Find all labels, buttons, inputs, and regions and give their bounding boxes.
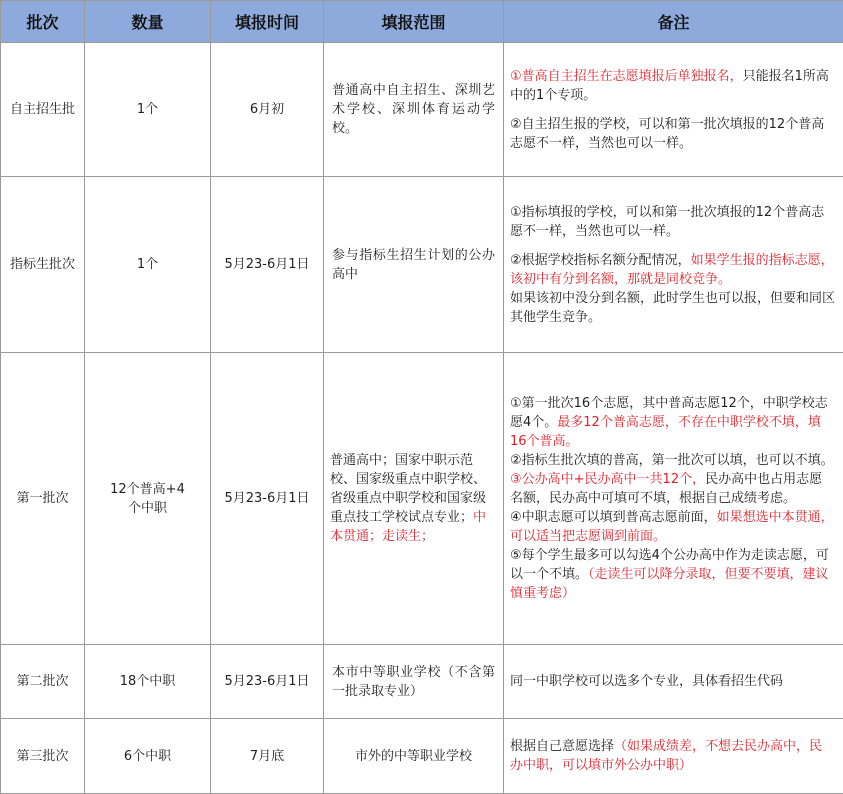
scope-cell — [324, 719, 504, 794]
batch-cell: 第三批次 — [1, 719, 85, 794]
batch-cell: 指标生批次 — [1, 177, 85, 353]
note-highlight: 如果学生报的指标志愿，该初中有分到名额，那就是同校竞争。 — [510, 253, 834, 287]
count-cell: 1个 — [85, 177, 211, 353]
note-line — [510, 672, 835, 691]
table-row — [1, 353, 843, 645]
time-cell: 5月23-6月1日 — [211, 645, 324, 719]
scope-text: 参与指标生招生计划的公办高中 — [332, 246, 495, 284]
note-line — [510, 394, 835, 451]
scope-cell — [324, 645, 504, 719]
note-line — [510, 203, 835, 241]
scope-text: 普通高中自主招生、深圳艺术学校、深圳体育运动学校。 — [332, 81, 495, 138]
note-line — [510, 451, 835, 470]
batch-cell: 自主招生批 — [1, 43, 85, 177]
note-line — [510, 737, 835, 775]
note-text: 只能报名1所高中的1个专项。 — [510, 69, 829, 103]
header-count: 数量 — [85, 1, 211, 43]
note-text: 如果该初中没分到名额，此时学生也可以报，但要和同区其他学生竞争。 — [510, 291, 835, 325]
header-notes: 备注 — [504, 1, 843, 43]
note-line — [510, 67, 835, 105]
table-row — [1, 43, 843, 177]
note-highlight: （如果成绩差，不想去民办高中，民办中职，可以填市外公办中职） — [510, 739, 822, 773]
scope-cell — [324, 177, 504, 353]
note-line — [510, 251, 835, 289]
note-text: ⑤每个学生最多可以勾选4个公办高中作为走读志愿，可以一个不填。 — [510, 548, 829, 582]
note-highlight: ③公办高中+民办高中一共12个， — [510, 472, 705, 487]
header-row — [1, 1, 843, 43]
scope-cell — [324, 353, 504, 645]
scope-cell — [324, 43, 504, 177]
note-text: 同一中职学校可以选多个专业，具体看招生代码 — [510, 674, 783, 689]
header-batch: 批次 — [1, 1, 85, 43]
count-cell: 6个中职 — [85, 719, 211, 794]
header-time: 填报时间 — [211, 1, 324, 43]
table-row — [1, 645, 843, 719]
note-text: 根据自己意愿选择 — [510, 739, 614, 754]
time-cell: 6月初 — [211, 43, 324, 177]
header-scope: 填报范围 — [324, 1, 504, 43]
count-cell: 1个 — [85, 43, 211, 177]
notes-cell — [504, 645, 843, 719]
note-text: ②根据学校指标名额分配情况， — [510, 253, 691, 268]
note-line — [510, 289, 835, 327]
scope-text: 本市中等职业学校（不含第一批录取专业） — [332, 663, 495, 701]
notes-cell — [504, 43, 843, 177]
notes-cell — [504, 177, 843, 353]
note-highlight: ①普高自主招生在志愿填报后单独报名， — [510, 69, 743, 84]
notes-cell — [504, 719, 843, 794]
scope-text: 普通高中；国家中职示范校、国家级重点中职学校、省级重点中职学校和国家级重点技工学校试点专业； — [330, 453, 486, 525]
table-row — [1, 719, 843, 794]
count-cell: 18个中职 — [85, 645, 211, 719]
note-text: ①指标填报的学校，可以和第一批次填报的12个普高志愿不一样，当然也可以一样。 — [510, 205, 824, 239]
batch-cell: 第二批次 — [1, 645, 85, 719]
note-highlight: 最多12个普高志愿，不存在中职学校不填，填16个普高。 — [510, 415, 821, 449]
notes-cell — [504, 353, 843, 645]
batch-cell: 第一批次 — [1, 353, 85, 645]
note-text: ②指标生批次填的普高，第一批次可以填，也可以不填。 — [510, 453, 834, 468]
note-highlight: （走读生可以降分录取，但要不要填，建议慎重考虑） — [510, 567, 829, 601]
scope-highlight: 中本贯通；走读生； — [330, 510, 486, 544]
note-text: ①第一批次16个志愿，其中普高志愿12个，中职学校志愿4个。 — [510, 396, 828, 430]
time-cell: 5月23-6月1日 — [211, 353, 324, 645]
note-highlight: 如果想选中本贯通，可以适当把志愿调到前面。 — [510, 510, 834, 544]
note-line — [510, 470, 835, 508]
note-text: ④中职志愿可以填到普高志愿前面， — [510, 510, 717, 525]
table-row — [1, 177, 843, 353]
note-text: ②自主招生报的学校，可以和第一批次填报的12个普高志愿不一样，当然也可以一样。 — [510, 117, 824, 151]
note-line — [510, 546, 835, 603]
note-line — [510, 115, 835, 153]
time-cell: 5月23-6月1日 — [211, 177, 324, 353]
scope-text: 市外的中等职业学校 — [355, 747, 472, 766]
note-text: 民办高中也占用志愿名额，民办高中可填可不填，根据自己成绩考虑。 — [510, 472, 822, 506]
time-cell: 7月底 — [211, 719, 324, 794]
note-line — [510, 508, 835, 546]
count-cell: 12个普高+4个中职 — [85, 353, 211, 645]
